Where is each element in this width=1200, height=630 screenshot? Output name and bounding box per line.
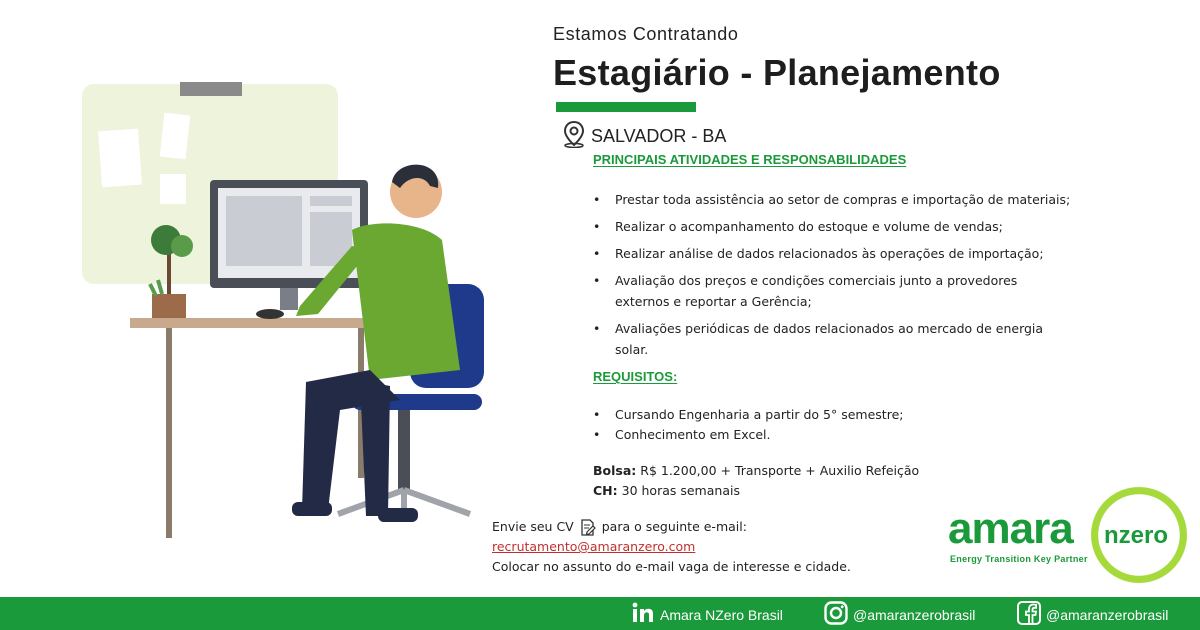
location bbox=[563, 120, 726, 153]
logo-tagline: Energy Transition Key Partner bbox=[950, 554, 1088, 564]
email-link[interactable]: recrutamento@amaranzero.com bbox=[492, 539, 696, 554]
bolsa-value: R$ 1.200,00 + Transporte + Auxilio Refeição bbox=[640, 463, 920, 478]
list-item: • Realizar análise de dados relacionados às operações de importação; bbox=[593, 243, 1093, 264]
linkedin-text: Amara NZero Brasil bbox=[660, 606, 783, 623]
list-item: • Cursando Engenharia a partir do 5° semestre; bbox=[593, 405, 1063, 425]
activities-list bbox=[593, 189, 1093, 366]
ch-label: CH: bbox=[593, 483, 618, 498]
facebook-text: @amaranzerobrasil bbox=[1046, 606, 1169, 623]
contact-block bbox=[492, 517, 851, 577]
contact-line-1a: Envie seu CV bbox=[492, 519, 574, 534]
title-underline-bar bbox=[556, 102, 696, 112]
activities-heading: PRINCIPAIS ATIVIDADES E RESPONSABILIDADES bbox=[593, 152, 907, 167]
requirements-list bbox=[593, 405, 1063, 445]
facebook-icon bbox=[1016, 600, 1042, 629]
contact-line-1b: para o seguinte e-mail: bbox=[601, 519, 747, 534]
instagram-text: @amaranzerobrasil bbox=[853, 606, 976, 623]
hiring-subtitle: Estamos Contratando bbox=[553, 24, 739, 44]
logo-suffix: nzero bbox=[1104, 522, 1169, 549]
linkedin-link[interactable] bbox=[630, 600, 783, 629]
ch-value: 30 horas semanais bbox=[621, 483, 740, 498]
requirements-heading: REQUISITOS: bbox=[593, 369, 678, 384]
job-title: Estagiário - Planejamento bbox=[553, 52, 1001, 93]
location-text: SALVADOR - BA bbox=[591, 126, 727, 146]
instagram-icon bbox=[823, 600, 849, 629]
facebook-link[interactable] bbox=[1016, 600, 1168, 629]
linkedin-icon bbox=[630, 600, 656, 629]
company-logo bbox=[948, 482, 1190, 588]
office-worker-illustration bbox=[70, 70, 510, 540]
footer-bar bbox=[0, 597, 1200, 630]
list-item: • Avaliação dos preços e condições comerciais junto a provedores externos e reportar a Gerência; bbox=[593, 270, 1053, 312]
contact-line-3: Colocar no assunto do e-mail vaga de interesse e cidade. bbox=[492, 559, 851, 574]
list-item: • Prestar toda assistência ao setor de compras e importação de materiais; bbox=[593, 189, 1093, 210]
logo-wordmark: amara bbox=[948, 504, 1073, 553]
bolsa-label: Bolsa: bbox=[593, 463, 637, 478]
workload-info bbox=[593, 483, 740, 498]
map-pin-icon bbox=[563, 120, 585, 153]
instagram-link[interactable] bbox=[823, 600, 975, 629]
bolsa-info bbox=[593, 463, 919, 478]
list-item: • Conhecimento em Excel. bbox=[593, 425, 1063, 445]
list-item: • Avaliações periódicas de dados relacionados ao mercado de energia solar. bbox=[593, 318, 1063, 360]
edit-document-icon bbox=[580, 519, 596, 536]
list-item: • Realizar o acompanhamento do estoque e volume de vendas; bbox=[593, 216, 1093, 237]
